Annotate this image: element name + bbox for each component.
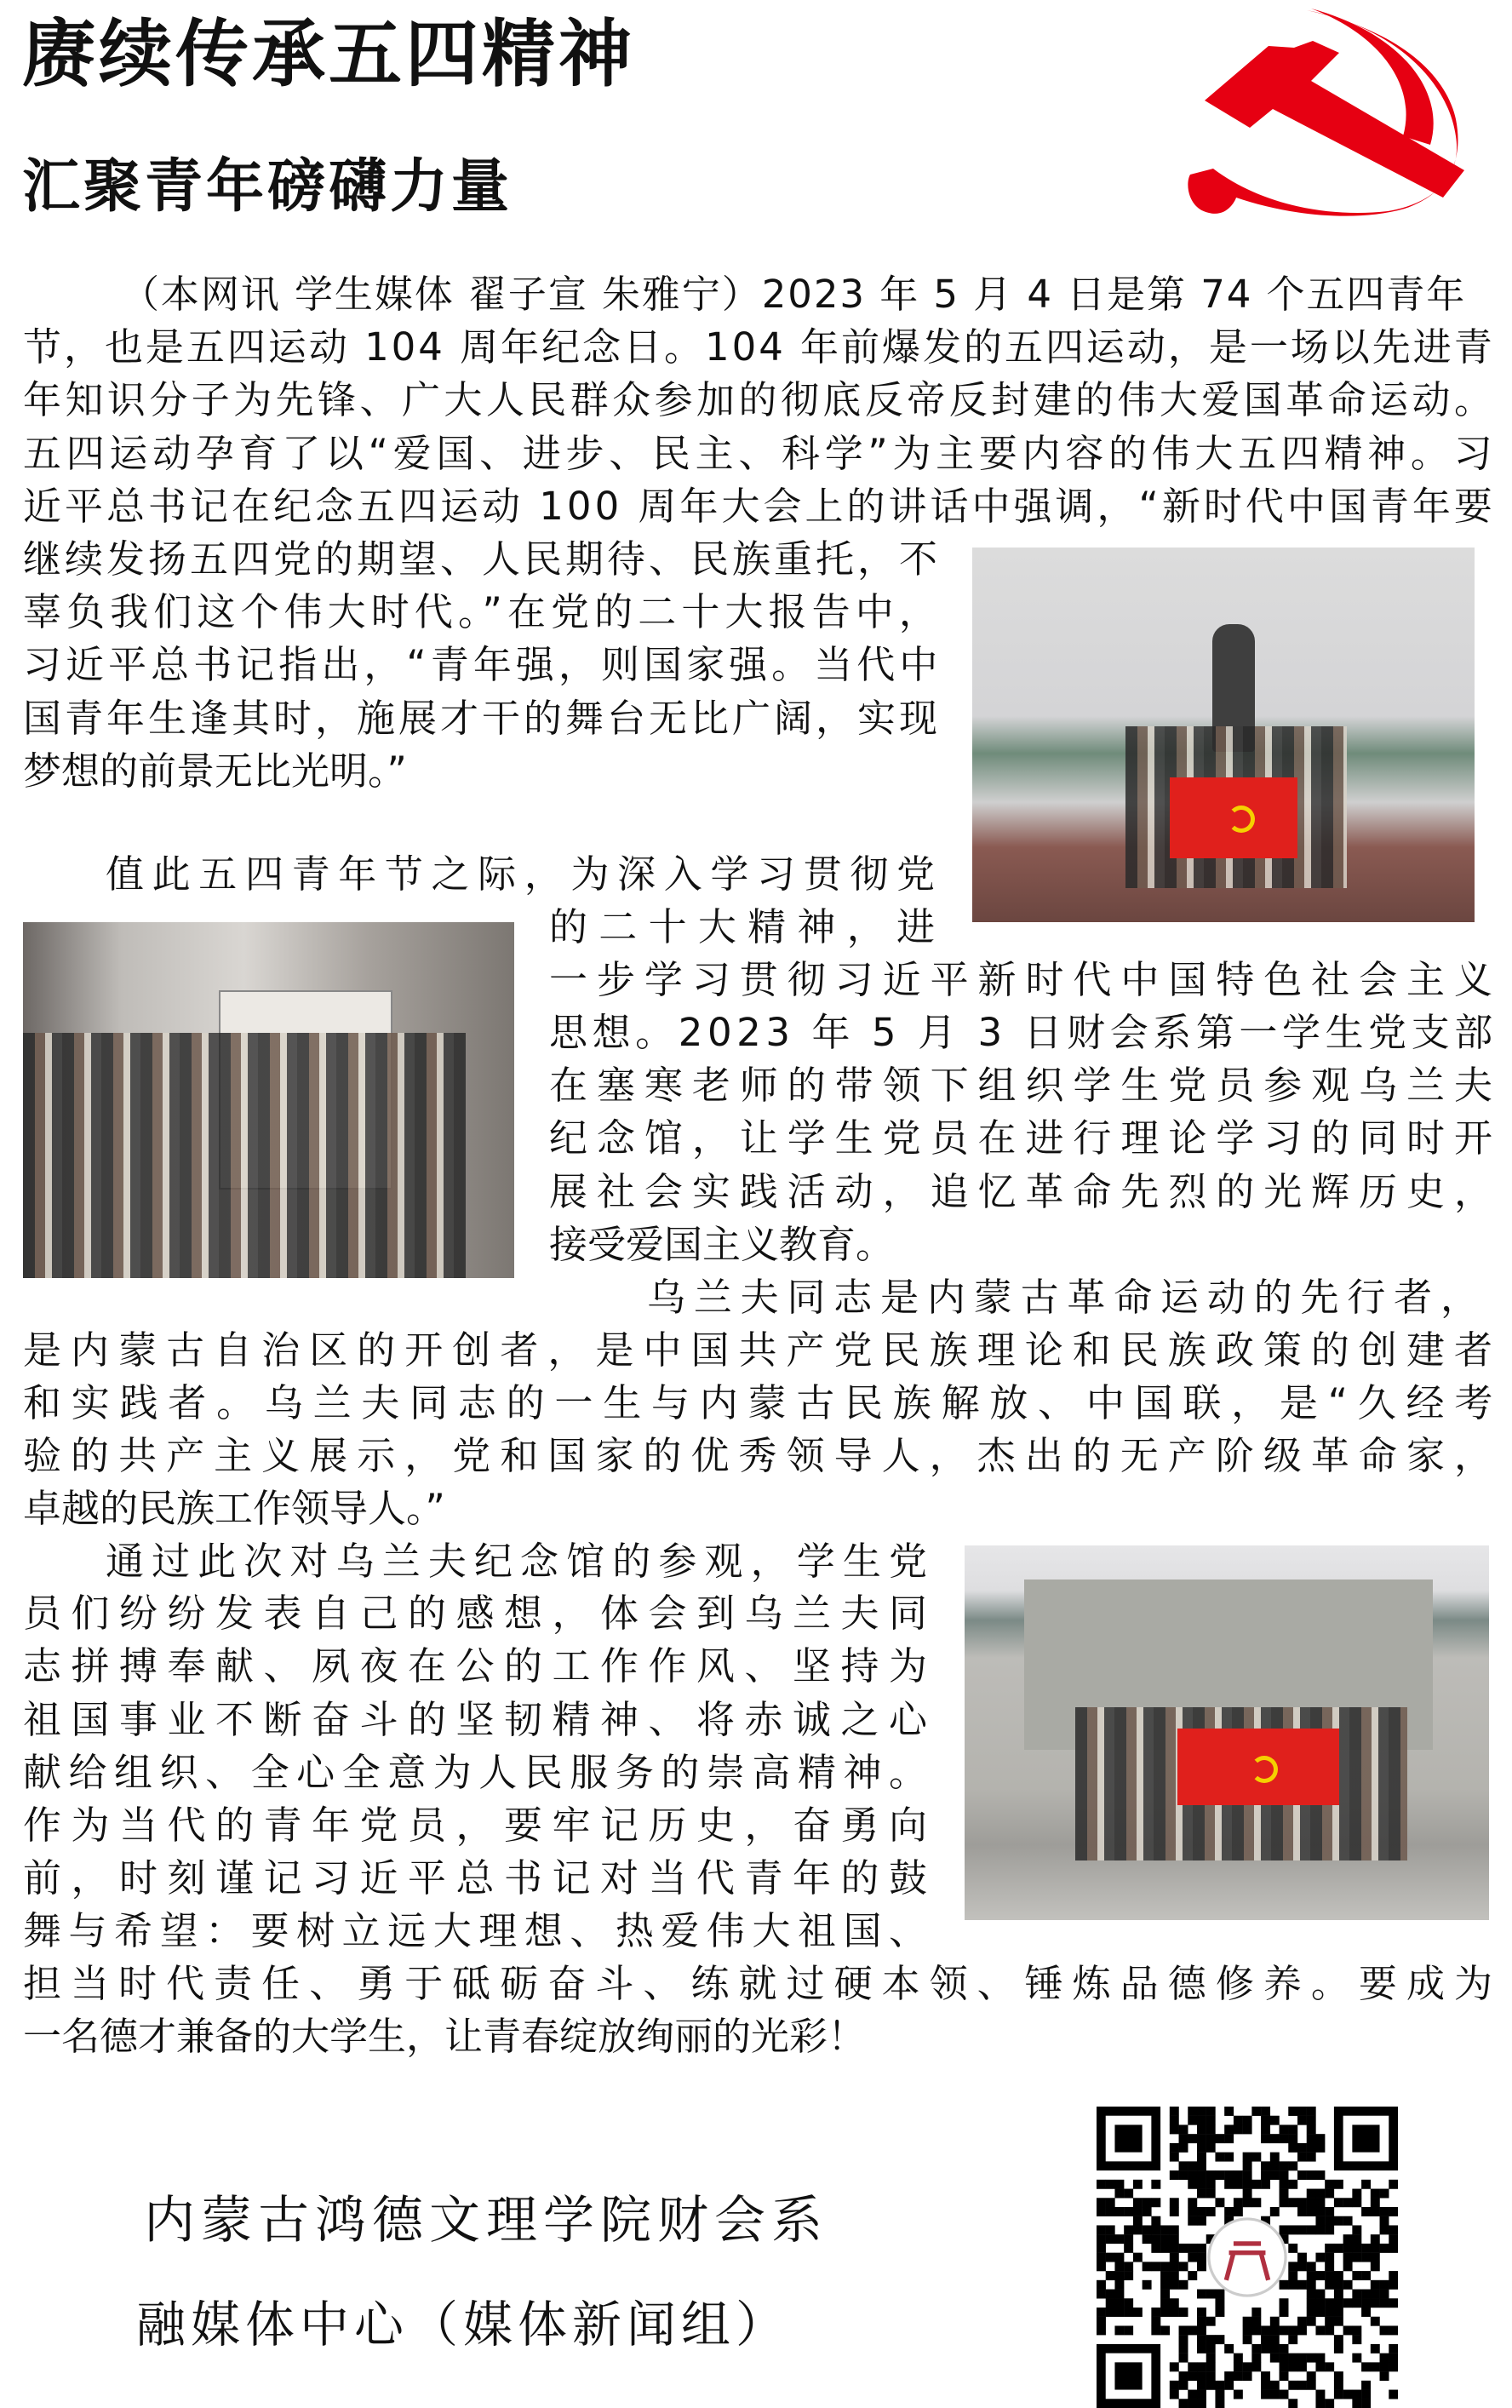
text-line: 展社会实践活动，追忆革命先烈的光辉历史， <box>549 1169 1502 1214</box>
text-line: 担当时代责任、勇于砥砺奋斗、练就过硬本领、锤炼品德修养。要成为 <box>23 1961 1503 2006</box>
page-title: 赓续传承五四精神 <box>22 12 635 97</box>
party-emblem-logo <box>1175 0 1512 221</box>
photo-exhibition-hall <box>23 922 514 1278</box>
footer-department: 融媒体中心（媒体新闻组） <box>136 2296 791 2354</box>
text-line: 五四运动孕育了以“爱国、进步、民主、科学”为主要内容的伟大五四精神。习 <box>23 431 1498 476</box>
text-line: 国青年生逢其时，施展才干的舞台无比广阔，实现 <box>23 696 942 741</box>
text-line: 的二十大精神，进 <box>549 904 947 949</box>
page-subtitle: 汇聚青年磅礴力量 <box>22 153 513 221</box>
text-line: 习近平总书记指出，“青年强，则国家强。当代中 <box>23 642 942 687</box>
text-line: 前，时刻谨记习近平总书记对当代青年的鼓 <box>23 1855 937 1901</box>
text-line: 献给组织、全心全意为人民服务的崇高精神。 <box>23 1750 935 1795</box>
text-line: 继续发扬五四党的期望、人民期待、民族重托，不 <box>23 536 942 582</box>
text-line: 辜负我们这个伟大时代。”在党的二十大报告中， <box>23 589 942 634</box>
text-line: 是内蒙古自治区的开创者，是中国共产党民族理论和民族政策的创建者 <box>23 1327 1503 1373</box>
text-line: 舞与希望：要树立远大理想、热爱伟大祖国、 <box>23 1908 935 1953</box>
text-line: 梦想的前景无比光明。” <box>23 748 407 794</box>
text-line: （本网讯 学生媒体 翟子宣 朱雅宁）2023 年 5 月 4 日是第 74 个五四青年 <box>121 272 1467 317</box>
text-line: 值此五四青年节之际，为深入学习贯彻党 <box>106 851 943 897</box>
text-line: 一步学习贯彻习近平新时代中国特色社会主义 <box>549 957 1502 1002</box>
text-line: 节，也是五四运动 104 周年纪念日。104 年前爆发的五四运动，是一场以先进青 <box>23 324 1495 370</box>
text-line: 员们纷纷发表自己的感想，体会到乌兰夫同 <box>23 1591 937 1636</box>
text-line: 纪念馆，让学生党员在进行理论学习的同时开 <box>549 1115 1502 1161</box>
text-line: 通过此次对乌兰夫纪念馆的参观，学生党 <box>106 1539 936 1584</box>
text-line: 在塞寒老师的带领下组织学生党员参观乌兰夫 <box>549 1063 1502 1108</box>
text-line: 作为当代的青年党员，要牢记历史，奋勇向 <box>23 1803 937 1848</box>
photo-memorial-group <box>965 1545 1489 1920</box>
text-line: 一名德才兼备的大学生，让青春绽放绚丽的光彩！ <box>23 2014 867 2059</box>
text-line: 祖国事业不断奋斗的坚韧精神、将赤诚之心 <box>23 1697 937 1742</box>
photo-statue-group <box>972 548 1475 922</box>
text-line: 年知识分子为先锋、广大人民群众参加的彻底反帝反封建的伟大爱国革命运动。 <box>23 377 1497 422</box>
text-line: 接受爱国主义教育。 <box>549 1222 895 1267</box>
text-line: 乌兰夫同志是内蒙古革命运动的先行者， <box>647 1275 1487 1320</box>
text-line: 思想。2023 年 5 月 3 日财会系第一学生党支部 <box>549 1010 1498 1055</box>
footer-organization: 内蒙古鸿德文理学院财会系 <box>144 2191 828 2250</box>
text-line: 志拼搏奉献、夙夜在公的工作作风、坚持为 <box>23 1643 937 1688</box>
text-line: 卓越的民族工作领导人。” <box>23 1486 445 1531</box>
qr-code[interactable] <box>1097 2107 1398 2408</box>
text-line: 和实践者。乌兰夫同志的一生与内蒙古民族解放、中国联，是“久经考 <box>23 1380 1503 1425</box>
text-line: 近平总书记在纪念五四运动 100 周年大会上的讲话中强调，“新时代中国青年要 <box>23 484 1496 529</box>
text-line: 验的共产主义展示，党和国家的优秀领导人，杰出的无产阶级革命家， <box>23 1433 1503 1478</box>
